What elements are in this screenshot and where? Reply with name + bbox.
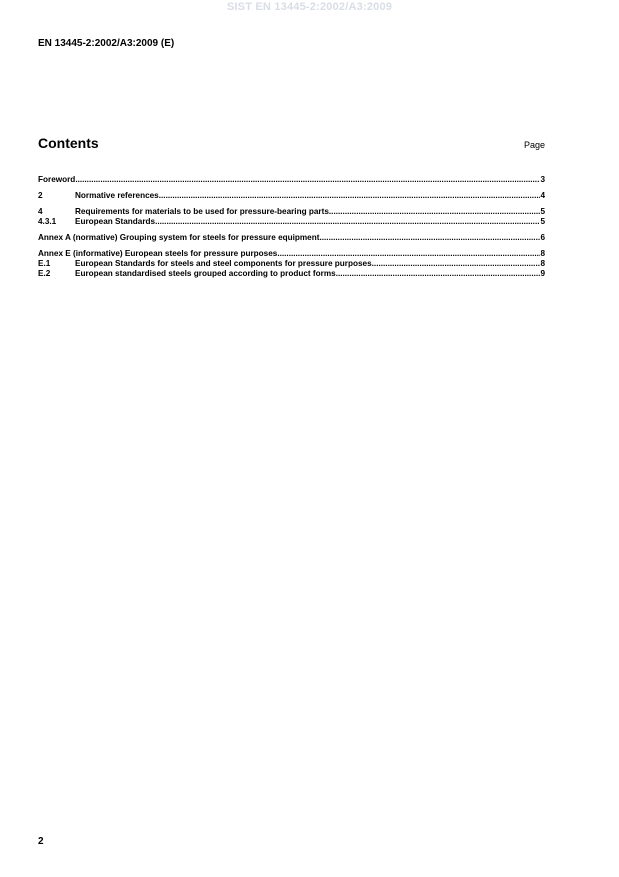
toc-dot-leader bbox=[75, 175, 540, 185]
toc-dot-leader bbox=[372, 259, 541, 269]
toc-entry-e2[interactable] bbox=[38, 269, 545, 279]
toc-dot-leader bbox=[155, 217, 540, 227]
toc-entry-page: 9 bbox=[540, 269, 545, 278]
toc-entry-title: European standardised steels grouped according to product forms bbox=[75, 269, 336, 278]
contents-heading: Contents bbox=[38, 135, 99, 151]
toc-entry-requirements-materials[interactable] bbox=[38, 207, 545, 217]
toc-entry-page: 3 bbox=[540, 175, 545, 184]
toc-entry-title: Annex A (normative) Grouping system for steels for pressure equipment bbox=[38, 233, 320, 242]
toc-entry-annex-a[interactable] bbox=[38, 233, 545, 243]
toc-entry-number: E.1 bbox=[38, 259, 51, 268]
toc-entry-e1[interactable] bbox=[38, 259, 545, 269]
toc-entry-normative-references[interactable] bbox=[38, 191, 545, 201]
toc-entry-foreword[interactable] bbox=[38, 175, 545, 185]
toc-entry-page: 8 bbox=[540, 249, 545, 258]
page-number: 2 bbox=[38, 836, 44, 847]
toc-entry-page: 6 bbox=[540, 233, 545, 242]
toc-dot-leader bbox=[329, 207, 541, 217]
toc-entry-number: 4 bbox=[38, 207, 43, 216]
toc-entry-annex-e[interactable] bbox=[38, 249, 545, 259]
toc-entry-number: 2 bbox=[38, 191, 43, 200]
toc-dot-leader bbox=[319, 233, 540, 243]
watermark-text: SIST EN 13445-2:2002/A3:2009 bbox=[226, 1, 393, 13]
toc-dot-leader bbox=[277, 249, 540, 259]
toc-entry-title: Foreword bbox=[38, 175, 76, 184]
page-column-label: Page bbox=[523, 140, 545, 150]
toc-entry-title: Normative references bbox=[75, 191, 159, 200]
toc-entry-title: European Standards bbox=[75, 217, 156, 226]
toc-entry-page: 5 bbox=[540, 207, 545, 216]
toc-entry-page: 8 bbox=[540, 259, 545, 268]
document-header: EN 13445-2:2002/A3:2009 (E) bbox=[38, 38, 175, 49]
toc-entry-title: European Standards for steels and steel components for pressure purposes bbox=[75, 259, 372, 268]
toc-entry-number: E.2 bbox=[38, 269, 51, 278]
toc-entry-number: 4.3.1 bbox=[38, 217, 57, 226]
toc-dot-leader bbox=[336, 269, 541, 279]
table-of-contents bbox=[38, 175, 545, 279]
toc-entry-page: 5 bbox=[540, 217, 545, 226]
toc-entry-title: Requirements for materials to be used for pressure-bearing parts bbox=[75, 207, 329, 216]
toc-entry-european-standards[interactable] bbox=[38, 217, 545, 227]
toc-dot-leader bbox=[159, 191, 541, 201]
toc-entry-title: Annex E (informative) European steels for pressure purposes bbox=[38, 249, 278, 258]
toc-entry-page: 4 bbox=[540, 191, 545, 200]
